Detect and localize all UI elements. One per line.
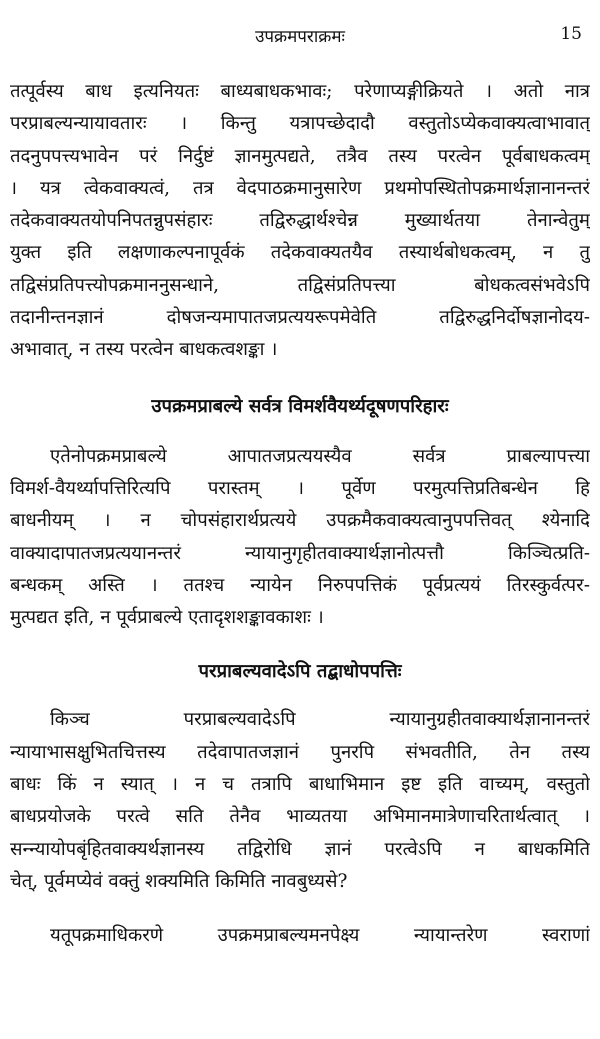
text-line: तदेकवाक्यतयोपनिपतन्नुपसंहारः तद्विरुद्धार्थश्चेन्न मुख्यार्थतया तेनान्वेतुम्	[10, 210, 590, 232]
text-line: अभावात्, न तस्य परत्वेन बाधकत्वशङ्का ।	[10, 339, 278, 361]
running-header	[10, 0, 590, 47]
text-line: न्यायाभासक्षुभितचित्तस्य तदेवापातजज्ञानं पुनरपि संभवतीति, तेन तस्य	[10, 741, 590, 763]
text-line: तद्विसंप्रतिपत्त्योपक्रमाननुसन्धाने, तद्विसंप्रतिपत्त्या बोधकत्वसंभवेऽपि	[10, 274, 590, 296]
text-line: बाधः किं न स्यात् । न च तत्रापि बाधाभिमान इष्ट इति वाच्यम्, वस्तुतो	[10, 774, 590, 796]
text-line: युक्त इति लक्षणाकल्पनापूर्वकं तदेकवाक्यतयैव तस्यार्थबोधकत्वम्, न तु	[10, 242, 590, 264]
text-line: वाक्यादापातजप्रत्ययानन्तरं न्यायानुगृहीतवाक्यार्थज्ञानोत्पत्तौ किञ्चित्प्रति-	[10, 542, 590, 564]
text-line: सन्न्यायोपबृंहितवाक्यर्थज्ञानस्य तद्विरोधि ज्ञानं परत्वेऽपि न बाधकमिति	[10, 838, 590, 860]
text-line: । यत्र त्वेकवाक्यत्वं, तत्र वेदपाठक्रमानुसारेण प्रथमोपस्थितोपक्रमार्थज्ञानानन्तरं	[10, 177, 590, 199]
section-heading-1: उपक्रमप्राबल्ये सर्वत्र विमर्शवैयर्थ्यदूषणपरिहारः	[151, 395, 449, 417]
text-line: विमर्श-वैयर्थ्यापत्तिरित्यपि परास्तम् । पूर्वेण परमुत्पत्तिप्रतिबन्धेन हि	[10, 477, 590, 499]
paragraph-2	[10, 441, 590, 635]
text-line: परप्राबल्यन्यायावतारः । किन्तु यत्रापच्छेदादौ वस्तुतोऽप्येकवाक्यत्वाभावात्	[10, 113, 590, 135]
paragraph-4	[10, 920, 590, 952]
text-line: बन्धकम् अस्ति । ततश्च न्यायेन निरुपपत्तिकं पूर्वप्रत्ययं तिरस्कुर्वत्पर-	[10, 574, 590, 596]
text-line: यतूपक्रमाधिकरणे उपक्रमप्राबल्यमनपेक्ष्य न्यायान्तरेण स्वराणां	[50, 925, 590, 947]
section-heading-2: परप्राबल्यवादेऽपि तद्बाधोपपत्तिः	[198, 661, 402, 683]
paragraph-1	[10, 76, 590, 367]
text-line: एतेनोपक्रमप्राबल्ये आपातजप्रत्ययस्यैव सर्वत्र प्राबल्यापत्त्या	[50, 445, 590, 467]
text-line: तदानीन्तनज्ञानं दोषजन्यमापातजप्रत्ययरूपमेवेति तद्विरुद्धनिर्दोषज्ञानोदय-	[10, 307, 590, 329]
page-number: 15	[560, 24, 582, 44]
text-line: किञ्च परप्राबल्यवादेऽपि न्यायानुग्रहीतवाक्यार्थज्ञानानन्तरं	[50, 709, 590, 731]
text-line: तत्पूर्वस्य बाध इत्यनियतः बाध्यबाधकभावः; परेणाप्यङ्गीक्रियते । अतो नात्र	[10, 81, 590, 102]
text-line: मुत्पद्यत इति, न पूर्वप्राबल्ये एतादृशशङ्कावकाशः ।	[10, 607, 324, 629]
text-line: बाधनीयम् । न चोपसंहारार्थप्रत्यये उपक्रमैकवाक्यत्वानुपपत्तिवत् श्येनादि	[10, 510, 590, 532]
paragraph-3	[10, 704, 590, 898]
text-line: बाधप्रयोजके परत्वे सति तेनैव भाव्यतया अभिमानमात्रेणाचरितार्थत्वात् ।	[10, 806, 590, 828]
text-line: तदनुपपत्त्यभावेन परं निर्दुष्टं ज्ञानमुत्पद्यते, तत्रैव तस्य परत्वेन पूर्वबाधकत्वम्	[10, 145, 590, 167]
running-header-title: उपक्रमपराक्रमः	[255, 27, 345, 47]
text-line: चेत्, पूर्वमप्येवं वक्तुं शक्यमिति किमिति नावबुध्यसे?	[10, 870, 348, 892]
